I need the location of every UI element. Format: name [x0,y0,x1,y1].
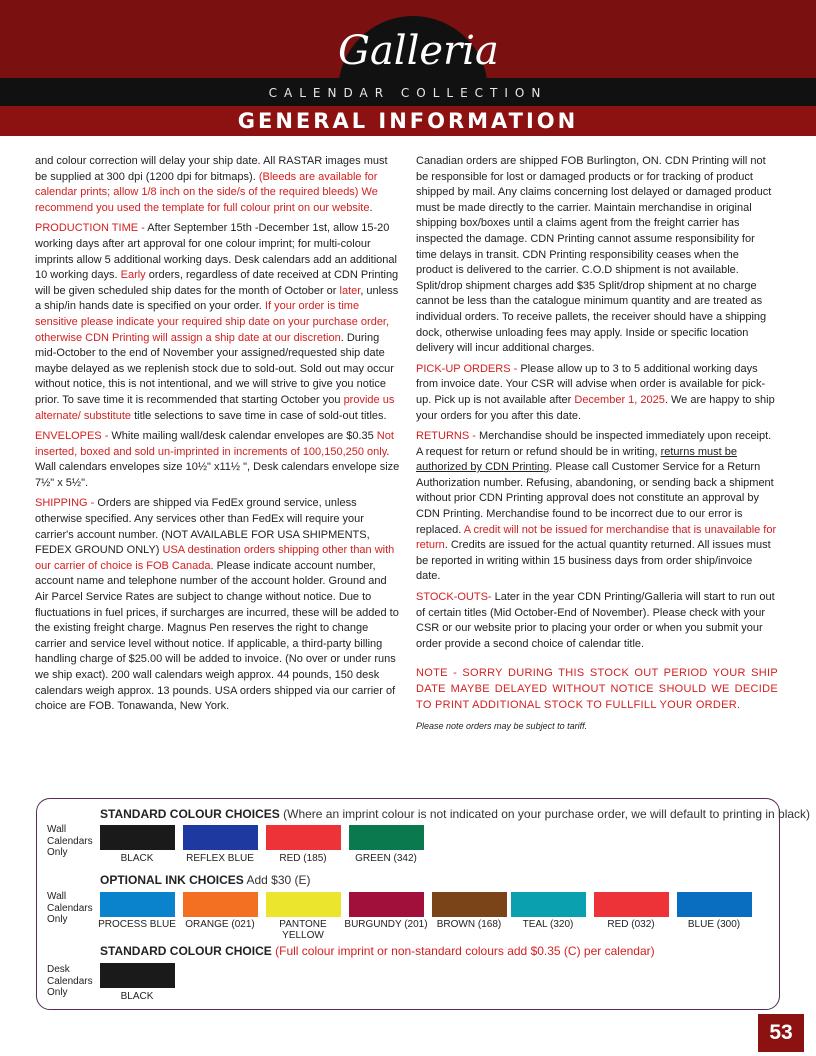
stock-outs-paragraph: STOCK-OUTS- Later in the year CDN Printing/Galleria will start to run out of certain titles (Mid October-End of November). Please check with your CSR or our website prior to placing your order or when you submit your order provide a second choice of calendar title. [416,591,775,650]
tariff-note: Please note orders may be subject to tariff. [416,721,588,732]
shipping-paragraph: SHIPPING - Orders are shipped via FedEx ground service, unless otherwise specified. Any services other than FedEx will require your carrier's account number. (NOT AVAILABLE FOR USA SHIPMENTS, FEDEX GROUND ONLY) USA destination orders shipping other than with our carrier of choice is FOB Canada. Please indicate account number, account name and telephone number of the account holder. Ground and Air Parcel Service Rates are subject to change without notice. Due to fluctuations in fuel prices, if surcharges are incurred, these will be added to the existing freight charge. Magnus Pen reserves the right to change carrier and service level without notice. If applicable, a third-party billing handling charge of $25.00 will be added to invoice. (No over or under runs we ship exact). 200 wall calendars weigh approx. 44 pounds, 150 desk calendars weigh approx. 13 pounds. USA orders shipped via our carrier of choice are FOB. Tonawanda, New York. [35,497,399,713]
swatch-process-blue [100,892,175,917]
wall-calendars-label: Wall Calendars Only [47,891,93,925]
pickup-paragraph: PICK-UP ORDERS - Please allow up to 3 to 5 additional working days from invoice date. Your CSR will advise when order is available for pick-up. Pick up is not available after December 1, 2025. We are happy to ship your orders for you after this date. [416,362,775,422]
page-title: GENERAL INFORMATION [237,109,579,133]
swatch-label: RED (032) [607,919,655,930]
production-time-label: PRODUCTION TIME - [35,222,148,235]
swatch-orange-021 [183,892,258,917]
colour-choices-box [36,798,811,1010]
swatch-label: ORANGE (021) [185,919,255,930]
pickup-label: PICK-UP ORDERS - [416,362,521,375]
swatch-reflex-blue [183,825,258,850]
swatch-red-185 [266,825,341,850]
stock-out-note: NOTE - SORRY DURING THIS STOCK OUT PERIOD YOUR SHIP DATE MAYBE DELAYED WITHOUT NOTICE SHOULD WE DECIDE TO PRINT ADDITIONAL STOCK TO FULLFILL YOUR ORDER. [416,667,778,711]
standard-colours-header: STANDARD COLOUR CHOICES (Where an imprint colour is not indicated on your purchase order, we will default to printing in black) [100,807,811,821]
returns-label: RETURNS - [416,430,479,443]
swatch-label: BLACK [120,991,154,1002]
swatch-label: BROWN (168) [436,919,502,930]
swatch-brown-168 [432,892,507,917]
optional-ink-header: OPTIONAL INK CHOICES Add $30 (E) [100,873,311,887]
page-number: 53 [758,1014,804,1052]
swatch-label: GREEN (342) [355,853,417,864]
swatch-label: TEAL (320) [522,919,574,930]
swatch-label: PANTONE YELLOW [279,919,327,941]
swatch-blue-300 [677,892,752,917]
swatch-teal-320 [511,892,586,917]
swatch-label: REFLEX BLUE [186,853,254,864]
swatch-label: BLUE (300) [687,919,741,930]
production-time-paragraph: PRODUCTION TIME - After September 15th -December 1st, allow 15-20 working days after art approval for one colour imprint; for multi-colour imprints allow 5 additional working days. Desk calendars add an additional 10 working days. Early orders, regardless of date received at CDN Printing will be given scheduled ship dates for the month of October or later, unless a ship/in hands date is specified on your order. If your order is time sensitive please indicate your required ship date on your purchase order, otherwise CDN Printing will assign a ship date at our discretion. During mid-October to the end of November your assigned/requested ship date maybe delayed as we replenish stock due to sold-out. Sold out may occur without notice, this is not intentional, and we will strive to give you notice prior. To save time it is recommended that starting October you provide us alternate/ substitute title selections to save time in case of sold-out titles. [35,222,399,422]
returns-paragraph: RETURNS - Merchandise should be inspected immediately upon receipt. A request for return or refund should be in writing, returns must be authorized by CDN Printing. Please call Customer Service for a Return Authorization number. Refusing, abandoning, or sending back a shipment without prior CDN Printing approval does not constitute an approval by CDN Printing. Merchandise found to be incorrect due to our error is replaced. A credit will not be issued for merchandise that is unavailable for return. Credits are issued for the actual quantity returned. All issues must be reported in writing within 15 business days from order ship/invoice date. [416,430,777,583]
desk-colour-header: STANDARD COLOUR CHOICE (Full colour imprint or non-standard colours add $0.35 (C) per calendar) [100,944,655,958]
swatch-label: BLACK [120,853,154,864]
swatch-green-342 [349,825,424,850]
swatch-label: PROCESS BLUE [98,919,176,930]
swatch-red-032 [594,892,669,917]
swatch-black [100,825,175,850]
collection-subtitle: CALENDAR COLLECTION [268,86,548,100]
desk-calendars-label: Desk Calendars Only [47,964,93,998]
right-column [416,154,778,740]
envelopes-paragraph: ENVELOPES - White mailing wall/desk calendar envelopes are $0.35 Not inserted, boxed and sold un-imprinted in increments of 100,150,250 only. Wall calendars envelopes size 10½" x11½ ", Desk calendars envelope size 7½" x 5½". [35,430,400,489]
shipping-label: SHIPPING - [35,497,98,510]
canadian-orders-paragraph: Canadian orders are shipped FOB Burlington, ON. CDN Printing will not be responsible for lost or damaged products or for tracking of product shipped by mail. Any claims concerning lost delayed or damaged product must be made directly to the carrier. Maintain merchandise in original shipping box/boxes until a claims agent from the freight carrier has inspected the damage. CDN Printing cannot assume responsibility for time delays in transit. CDN Printing responsibility ceases when the product is delivered to the carrier. C.O.D shipment is not available. Split/drop shipment charges add $35 Split/drop shipment at no charge cannot be less than the catalogue minimum quantity and are treated as individual orders. To receive pallets, the receiver should have a shipping dock, otherwise unloading fees may apply. Inside or specific location delivery will incur additional charges. [416,155,772,355]
artwork-paragraph: and colour correction will delay your ship date. All RASTAR images must be supplied at 300 dpi (1200 dpi for bitmaps). (Bleeds are available for calendar prints; allow 1/8 inch on the side/s of the required bleeds) We recommend you used the template for full colour print on our website. [35,155,388,214]
swatch-desk-black [100,963,175,988]
envelopes-label: ENVELOPES - [35,430,112,443]
swatch-burgundy-201 [349,892,424,917]
stock-outs-label: STOCK-OUTS- [416,591,495,604]
wall-calendars-label: Wall Calendars Only [47,824,93,858]
swatch-label: RED (185) [279,853,327,864]
swatch-pantone-yellow [266,892,341,917]
galleria-logo: Galleria [338,28,499,74]
swatch-label: BURGUNDY (201) [344,919,428,930]
left-column [35,154,400,720]
